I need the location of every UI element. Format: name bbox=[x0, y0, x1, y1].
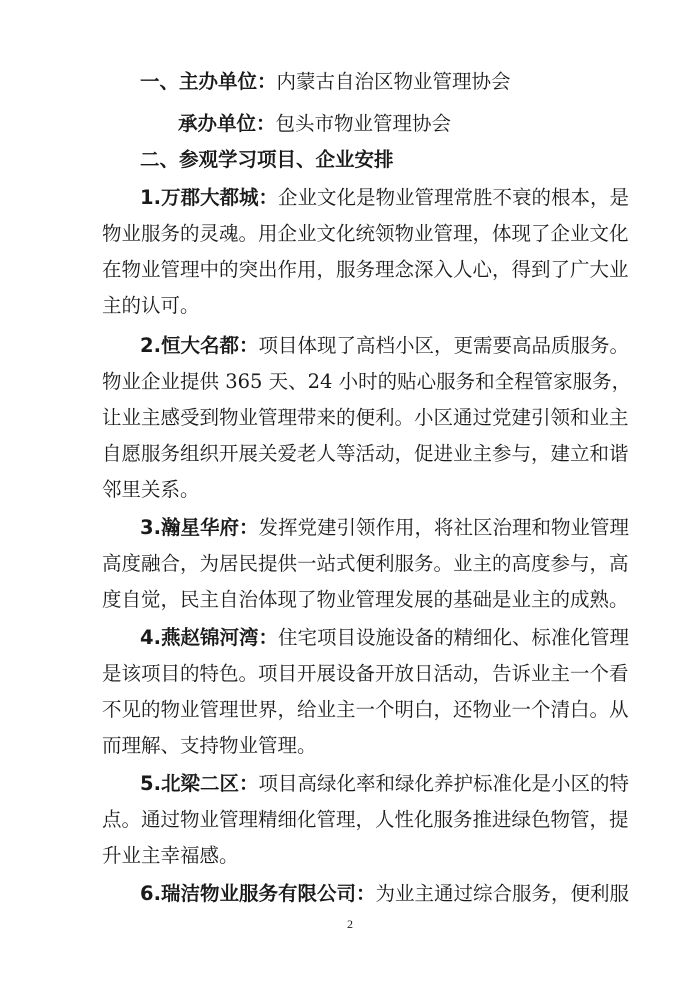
item-3-title: 3.瀚星华府： bbox=[140, 516, 259, 539]
item-2-text-1: 物业企业提供 365 天、24 小时的贴心服务和全程管家服务， bbox=[102, 370, 632, 393]
item-4-text-0: 住宅项目设施设备的精细化、标准化管理 bbox=[277, 626, 629, 649]
item-6-title: 6.瑞洁物业服务有限公司： bbox=[140, 882, 376, 905]
organizer-line bbox=[140, 70, 602, 94]
item-6-first-line bbox=[140, 882, 629, 906]
item-3-text-2: 度自觉，民主自治体现了物业管理发展的基础是业主的成熟。 bbox=[102, 588, 629, 611]
organizer-label: 一、主办单位： bbox=[140, 70, 277, 93]
co-organizer-label: 承办单位： bbox=[178, 112, 276, 135]
item-5-text-0: 项目高绿化率和绿化养护标准化是小区的特 bbox=[258, 772, 629, 795]
section2-heading: 二、参观学习项目、企业安排 bbox=[140, 148, 394, 171]
item-4-text-3: 而理解、支持物业管理。 bbox=[102, 734, 317, 757]
item-5-title: 5.北梁二区： bbox=[140, 772, 259, 795]
page-number: 2 bbox=[347, 917, 353, 931]
item-1-title: 1.万郡大都城： bbox=[140, 186, 278, 209]
item-4-title: 4.燕赵锦河湾： bbox=[140, 626, 278, 649]
item-2-text-3: 自愿服务组织开展关爱老人等活动，促进业主参与，建立和谐 bbox=[102, 442, 629, 465]
item-5-first-line bbox=[140, 772, 629, 796]
item-1-text-1: 物业服务的灵魂。用企业文化统领物业管理，体现了企业文化 bbox=[102, 222, 629, 245]
item-2-text-0: 项目体现了高档小区，更需要高品质服务。 bbox=[258, 334, 629, 357]
item-4-text-1: 是该项目的特色。项目开展设备开放日活动，告诉业主一个看 bbox=[102, 662, 629, 685]
item-1-text-3: 主的认可。 bbox=[102, 294, 200, 317]
organizer-value: 内蒙古自治区物业管理协会 bbox=[276, 70, 511, 93]
item-4-text-2: 不见的物业管理世界，给业主一个明白，还物业一个清白。从 bbox=[102, 698, 629, 721]
item-2-text-4: 邻里关系。 bbox=[102, 478, 200, 501]
item-3-text-1: 高度融合，为居民提供一站式便利服务。业主的高度参与，高 bbox=[102, 552, 629, 575]
item-4-first-line bbox=[140, 626, 629, 650]
item-6-text-0: 为业主通过综合服务，便利服 bbox=[375, 882, 629, 905]
item-3-text-0: 发挥党建引领作用，将社区治理和物业管理 bbox=[258, 516, 629, 539]
item-1-text-0: 企业文化是物业管理常胜不衰的根本，是 bbox=[277, 186, 629, 209]
item-1-text-2: 在物业管理中的突出作用，服务理念深入人心，得到了广大业 bbox=[102, 258, 629, 281]
item-1-first-line bbox=[140, 186, 629, 210]
item-5-text-2: 升业主幸福感。 bbox=[102, 844, 239, 867]
item-3-first-line bbox=[140, 516, 629, 540]
item-2-text-2: 让业主感受到物业管理带来的便利。小区通过党建引领和业主 bbox=[102, 406, 629, 429]
item-2-first-line bbox=[140, 334, 629, 358]
co-organizer-value: 包头市物业管理协会 bbox=[275, 112, 452, 135]
co-organizer-line bbox=[178, 112, 602, 136]
item-5-text-1: 点。通过物业管理精细化管理，人性化服务推进绿色物管，提 bbox=[102, 808, 629, 831]
item-2-title: 2.恒大名都： bbox=[140, 334, 259, 357]
